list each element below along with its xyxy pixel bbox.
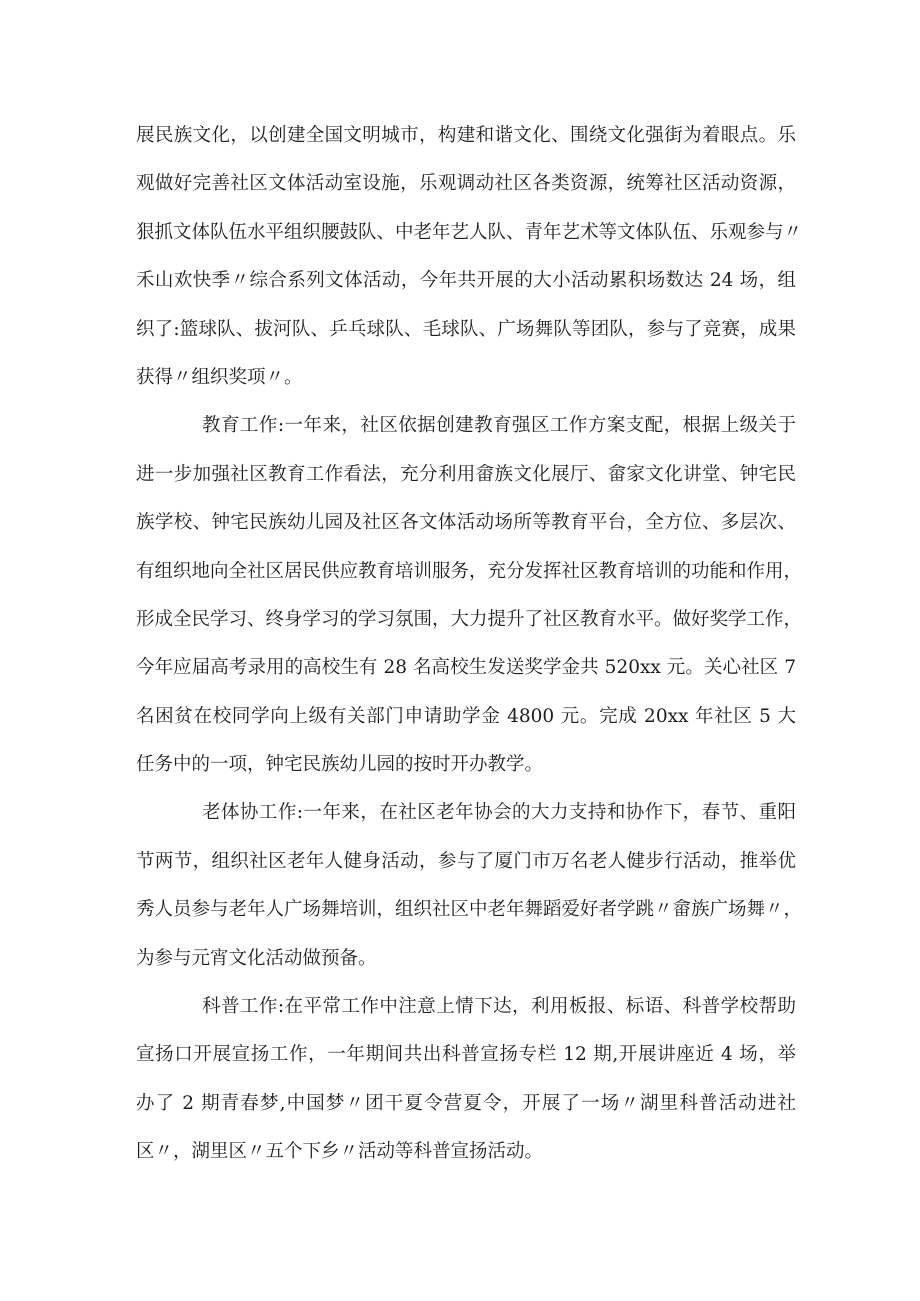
text-line: 秀人员参与老年人广场舞培训，组织社区中老年舞蹈爱好者学跳〃畲族广场舞〃， [136, 899, 803, 921]
text-line: 展民族文化，以创建全国文明城市，构建和谐文化、围绕文化强街为着眼点。乐 [136, 125, 796, 146]
text-line: 科普工作:在平常工作中注意上情下达，利用板报、标语、科普学校帮助 [202, 996, 796, 1018]
text-line: 区〃，湖里区〃五个下乡〃活动等科普宣扬活动。 [136, 1141, 544, 1163]
document-body [136, 112, 803, 1177]
text-line: 老体协工作:一年来，在社区老年协会的大力支持和协作下，春节、重阳 [202, 802, 796, 824]
text-line: 织了:篮球队、拔河队、乒乓球队、毛球队、广场舞队等团队，参与了竞赛，成果 [136, 318, 796, 340]
text-line: 禾山欢快季〃综合系列文体活动，今年共开展的大小活动累积场数达 24 场，组 [136, 270, 796, 292]
text-line: 族学校、钟宅民族幼儿园及社区各文体活动场所等教育平台，全方位、多层次、 [136, 512, 796, 534]
paragraph-science [136, 983, 796, 1177]
text-line: 进一步加强社区教育工作看法，充分利用畲族文化展厅、畲家文化讲堂、钟宅民 [136, 463, 796, 485]
text-line: 宣扬口开展宣扬工作，一年期间共出科普宣扬专栏 12 期,开展讲座近 4 场，举 [136, 1044, 796, 1066]
text-line: 今年应届高考录用的高校生有 28 名高校生发送奖学金共 520xx 元。关心社区 7 [136, 657, 796, 679]
text-line: 教育工作:一年来，社区依据创建教育强区工作方案支配，根据上级关于 [202, 415, 796, 437]
text-line: 狠抓文体队伍水平组织腰鼓队、中老年艺人队、青年艺术等文体队伍、乐观参与〃 [136, 221, 803, 243]
paragraph-culture [136, 112, 803, 402]
text-line: 节两节，组织社区老年人健身活动，参与了厦门市万名老人健步行活动，推举优 [136, 850, 796, 872]
text-line: 名困贫在校同学向上级有关部门申请助学金 4800 元。完成 20xx 年社区 5 大 [136, 705, 796, 727]
paragraph-elderly-sports [136, 789, 803, 983]
paragraph-education [136, 402, 803, 789]
text-line: 观做好完善社区文体活动室设施，乐观调动社区各类资源，统筹社区活动资源， [136, 173, 796, 195]
text-line: 形成全民学习、终身学习的学习氛围，大力提升了社区教育水平。做好奖学工作， [136, 608, 803, 630]
text-line: 办了 2 期青春梦,中国梦〃团干夏令营夏令，开展了一场〃湖里科普活动进社 [136, 1092, 796, 1114]
text-line: 有组织地向全社区居民供应教育培训服务，充分发挥社区教育培训的功能和作用， [136, 560, 803, 582]
text-line: 为参与元宵文化活动做预备。 [136, 947, 377, 969]
text-line: 任务中的一项，钟宅民族幼儿园的按时开办教学。 [136, 754, 544, 776]
text-line: 获得〃组织奖项〃。 [136, 366, 303, 388]
